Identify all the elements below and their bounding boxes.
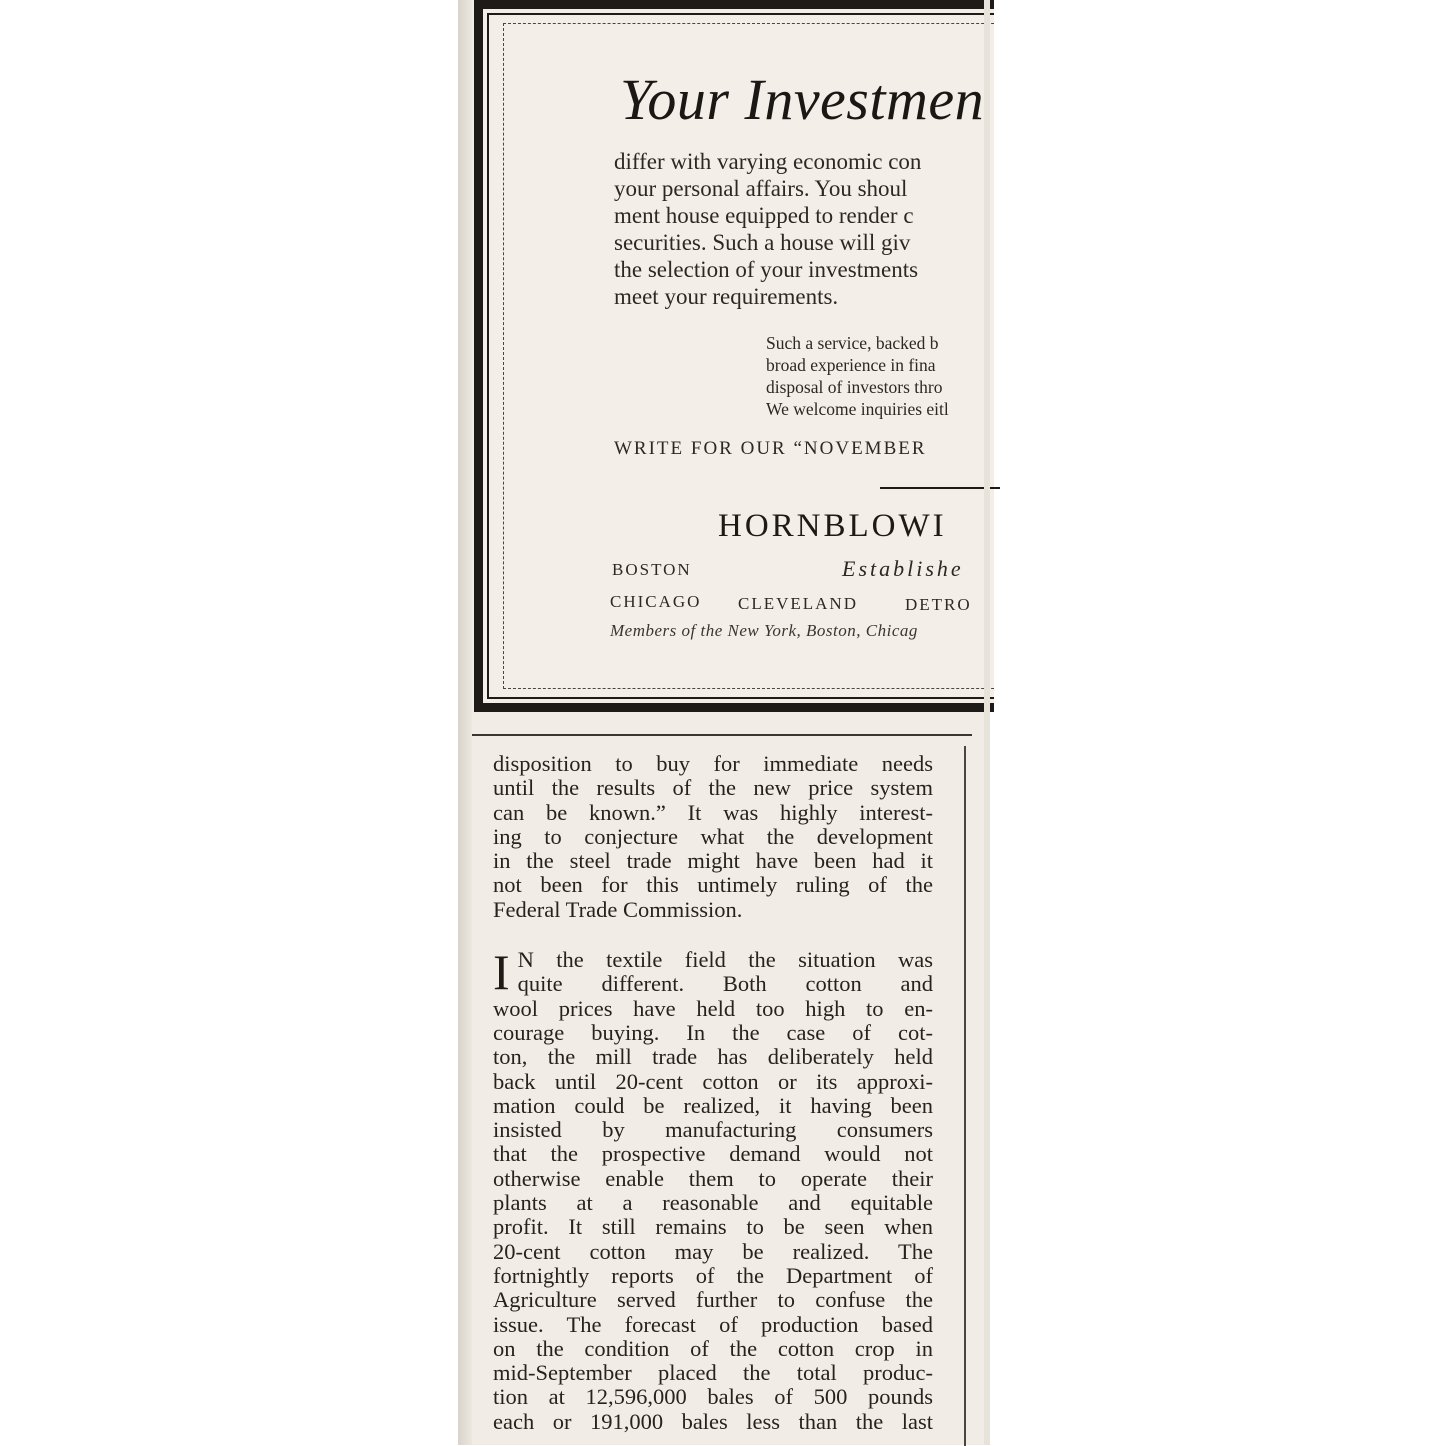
article-line: disposition to buy for immediate needs	[493, 751, 933, 776]
ad-headline: Your Investmen	[620, 67, 985, 132]
page-right-edge	[984, 0, 990, 1445]
ad-divider	[880, 487, 1000, 489]
article-line: otherwise enable them to operate their	[493, 1165, 933, 1191]
article-paragraph-2	[493, 944, 933, 1434]
article-line: insisted by manufacturing consumers	[493, 1117, 933, 1143]
ad-city-boston: BOSTON	[612, 560, 692, 579]
article-line: on the condition of the cotton crop in	[493, 1335, 933, 1361]
article-line: plants at a reasonable and equitable	[493, 1190, 933, 1216]
ad-city-cleveland: CLEVELAND	[738, 594, 858, 613]
article-line: profit. It still remains to be seen when	[493, 1214, 933, 1240]
article-line: each or 191,000 bales less than the last	[493, 1408, 933, 1434]
ad-body-line: meet your requirements.	[614, 284, 839, 309]
article-line: can be known.” It was highly interest-	[493, 799, 933, 825]
article-line: ing to conjecture what the development	[493, 823, 933, 849]
article-line: issue. The forecast of production based	[493, 1311, 933, 1337]
ad-firm-name: HORNBLOWI	[718, 508, 947, 544]
article-column	[493, 752, 933, 1434]
article-line: ton, the mill trade has deliberately held	[493, 1044, 933, 1070]
article-line: mid-September placed the total produc-	[493, 1360, 933, 1386]
article-line: wool prices have held too high to en-	[493, 995, 933, 1021]
ad-body-line: ment house equipped to render c	[614, 203, 914, 228]
article-line: back until 20-cent cotton or its approxi-	[493, 1068, 933, 1094]
ad-members-line: Members of the New York, Boston, Chicag	[610, 621, 918, 640]
article-line: N the textile field the situation was	[517, 947, 933, 973]
article-line: Federal Trade Commission.	[493, 896, 743, 922]
ad-established: Establishe	[842, 556, 964, 581]
ad-body-line: differ with varying economic con	[614, 149, 922, 174]
article-paragraph-1	[493, 752, 933, 922]
ad-small-line: Such a service, backed b	[766, 333, 939, 353]
ad-body-line: securities. Such a house will giv	[614, 230, 911, 255]
ad-body-line: your personal affairs. You shoul	[614, 176, 908, 201]
article-line: fortnightly reports of the Department of	[493, 1262, 933, 1288]
article-line: in the steel trade might have been had it	[493, 848, 933, 874]
article-line: mation could be realized, it having been	[493, 1092, 933, 1118]
drop-cap: I	[493, 944, 510, 1001]
ad-city-detroit: DETRO	[905, 595, 972, 614]
article-line: courage buying. In the case of cot-	[493, 1019, 933, 1045]
article-line: Agriculture served further to confuse the	[493, 1287, 933, 1313]
page-left-edge	[458, 0, 472, 1445]
ad-write-for-line: WRITE FOR OUR “NOVEMBER	[614, 438, 927, 459]
ad-body-text	[614, 148, 1034, 310]
ad-small-line: disposal of investors thro	[766, 377, 943, 397]
ad-small-line: We welcome inquiries eitl	[766, 399, 949, 419]
ad-body-line: the selection of your investments	[614, 257, 919, 282]
ad-small-line: broad experience in fina	[766, 355, 936, 375]
column-top-rule	[472, 734, 972, 736]
ad-city-chicago: CHICAGO	[610, 592, 702, 611]
article-line: not been for this untimely ruling of the	[493, 872, 933, 898]
article-line: tion at 12,596,000 bales of 500 pounds	[493, 1384, 933, 1410]
article-line: that the prospective demand would not	[493, 1141, 933, 1167]
article-line: 20-cent cotton may be realized. The	[493, 1238, 933, 1264]
column-right-rule	[964, 746, 966, 1446]
article-line: until the results of the new price system	[493, 775, 933, 801]
article-line: quite different. Both cotton and	[517, 971, 933, 997]
ad-service-text	[766, 332, 1066, 420]
